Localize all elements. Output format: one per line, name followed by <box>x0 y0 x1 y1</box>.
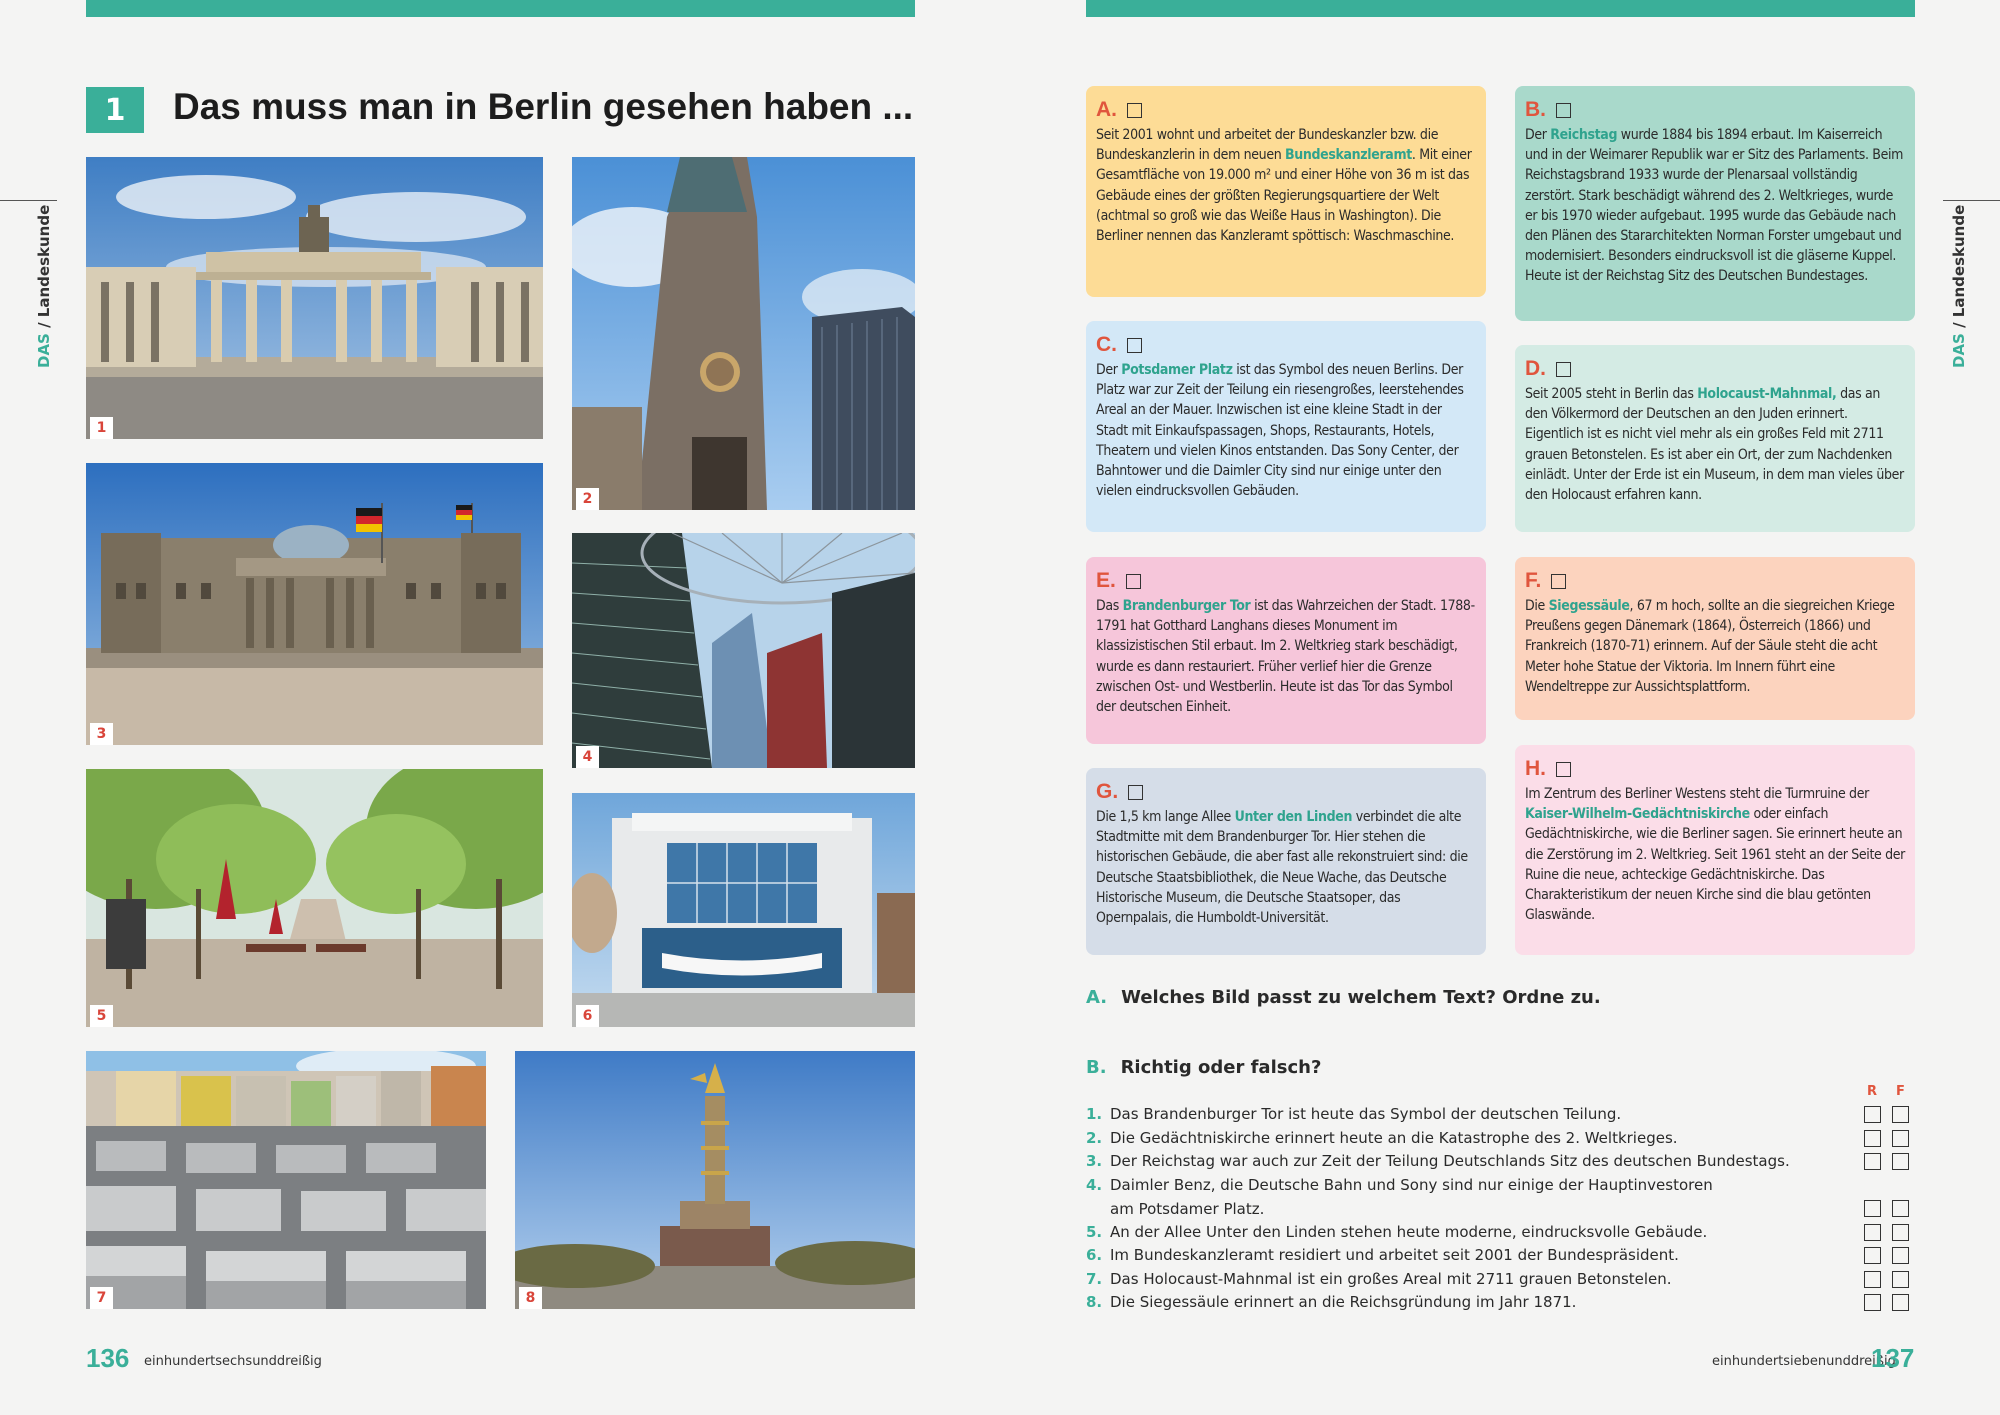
task-text: Richtig oder falsch? <box>1120 1057 1322 1078</box>
highlight-term: Reichstag <box>1550 127 1618 143</box>
column-header-r: R <box>1867 1084 1878 1099</box>
checkbox-f-1[interactable] <box>1892 1106 1909 1123</box>
highlight-term: Potsdamer Platz <box>1121 362 1233 378</box>
card-text: Seit 2005 steht in Berlin das Holocaust-Mahnmal, das an den Völkermord der Deutschen an den Juden erinnert. Eigentlich ist es nicht viel mehr als ein großes Feld mit 2711 grauen Betonstelen. Es ist aber ein Ort, der zum Nachdenken einlädt. Unter der Erde ist ein Museum, in dem man vieles über den Holocaust erfahren kann. <box>1525 386 1904 504</box>
checkbox-r-8[interactable] <box>1864 1294 1881 1311</box>
card-letter: E. <box>1096 569 1116 592</box>
lesson-number: 1 <box>86 87 144 133</box>
task-b <box>1086 1057 1321 1078</box>
answer-checkbox[interactable] <box>1127 103 1142 118</box>
side-label-left: DAS / Landeskunde <box>35 204 53 368</box>
highlight-term: Bundeskanzleramt <box>1285 147 1412 164</box>
column-header-f: F <box>1896 1084 1905 1099</box>
checkbox-r-6[interactable] <box>1864 1247 1881 1264</box>
card-letter: C. <box>1096 333 1117 356</box>
statement-1: 1. Das Brandenburger Tor ist heute das Symbol der deutschen Teilung. <box>1086 1105 1622 1123</box>
text-card-h <box>1515 745 1915 955</box>
text-card-f <box>1515 557 1915 720</box>
card-letter: F. <box>1525 569 1542 592</box>
checkbox-r-3[interactable] <box>1864 1153 1881 1170</box>
task-letter: A. <box>1086 987 1108 1008</box>
photo-gedaechtniskirche <box>572 157 915 510</box>
task-text: Welches Bild passt zu welchem Text? Ordne zu. <box>1121 987 1601 1008</box>
answer-checkbox[interactable] <box>1551 574 1566 589</box>
checkbox-r-5[interactable] <box>1864 1224 1881 1241</box>
card-text: Das Brandenburger Tor ist das Wahrzeichen der Stadt. 1788-1791 hat Gotthard Langhans dieses Monument im klassizistischen Stil erbaut. Im 2. Weltkrieg stark beschädigt, wurde es dann restauriert. Früher verlief hier die Grenze zwischen Ost- und Westberlin. Heute ist das Tor das Symbol der deutschen Einheit. <box>1096 598 1475 716</box>
answer-checkbox[interactable] <box>1126 574 1141 589</box>
answer-checkbox[interactable] <box>1127 338 1142 353</box>
photo-number: 4 <box>576 746 599 768</box>
checkbox-f-6[interactable] <box>1892 1247 1909 1264</box>
statement-7: 7. Das Holocaust-Mahnmal ist ein großes Areal mit 2711 grauen Betonstelen. <box>1086 1270 1672 1288</box>
photo-brandenburger-tor <box>86 157 543 439</box>
photo-sony-center <box>572 533 915 768</box>
highlight-term: Holocaust-Mahnmal, <box>1697 386 1837 402</box>
card-text: Die 1,5 km lange Allee Unter den Linden verbindet die alte Stadtmitte mit dem Brandenburger Tor. Hier stehen die historischen Gebäude, die aber fast alle rekonstruiert sind: die Deutsche Staatsbibliothek, die Neue Wache, das Deutsche Historische Museum, die Deutsche Staatsoper, das Opernpalais, die Humboldt-Universität. <box>1096 809 1468 927</box>
photo-holocaust-mahnmal <box>86 1051 486 1309</box>
checkbox-f-7[interactable] <box>1892 1271 1909 1288</box>
text-card-b <box>1515 86 1915 321</box>
card-letter: A. <box>1096 98 1117 121</box>
text-card-g <box>1086 768 1486 955</box>
statement-2: 2. Die Gedächtniskirche erinnert heute an die Katastrophe des 2. Weltkrieges. <box>1086 1129 1678 1147</box>
photo-number: 6 <box>576 1005 599 1027</box>
top-bar-right <box>1086 0 1915 17</box>
card-text: Im Zentrum des Berliner Westens steht die Turmruine der Kaiser-Wilhelm-Gedächtniskirche oder einfach Gedächtniskirche, wie die Berliner sagen. Sie erinnert heute an die Zerstörung im 2. Weltkrieg. Seit 1961 steht an der Seite der Ruine die neue, achteckige Gedächtniskirche. Das Charakteristikum der neuen Kirche sind die blau getönten Glaswände. <box>1525 786 1905 924</box>
photo-unter-den-linden <box>86 769 543 1027</box>
photo-number: 2 <box>576 488 599 510</box>
photo-number: 8 <box>519 1287 542 1309</box>
highlight-term: Kaiser-Wilhelm-Gedächtniskirche <box>1525 806 1750 823</box>
text-card-a <box>1086 86 1486 297</box>
card-letter: G. <box>1096 780 1119 803</box>
page-word-right: einhundertsiebenunddreißig <box>1712 1354 1896 1369</box>
checkbox-r-1[interactable] <box>1864 1106 1881 1123</box>
checkbox-f-4[interactable] <box>1892 1200 1909 1217</box>
checkbox-f-3[interactable] <box>1892 1153 1909 1170</box>
lesson-title: Das muss man in Berlin gesehen haben ... <box>173 86 914 127</box>
page-number-left: 136 <box>86 1343 130 1373</box>
page-word-left: einhundertsechsunddreißig <box>144 1354 322 1369</box>
side-label-right: DAS / Landeskunde <box>1950 204 1968 368</box>
answer-checkbox[interactable] <box>1128 785 1143 800</box>
card-letter: B. <box>1525 98 1546 121</box>
statement-5: 5. An der Allee Unter den Linden stehen heute moderne, eindrucksvolle Gebäude. <box>1086 1223 1708 1241</box>
card-letter: D. <box>1525 357 1546 380</box>
card-text: Der Reichstag wurde 1884 bis 1894 erbaut. Im Kaiserreich und in der Weimarer Republik war er Sitz des Parlaments. Beim Reichstagsbrand 1933 wurde der Plenarsaal vollständig zerstört. Stark beschädigt während des 2. Weltkrieges, wurde er bis 1970 wieder aufgebaut. 1995 wurde das Gebäude nach den Plänen des Stararchitekten Norman Forster umgebaut und modernisiert. Besonders eindrucksvoll ist die gläserne Kuppel. Heute ist der Reichstag Sitz des Deutschen Bundestages. <box>1525 127 1904 285</box>
text-card-c <box>1086 321 1486 532</box>
highlight-term: Unter den Linden <box>1234 809 1353 825</box>
answer-checkbox[interactable] <box>1556 762 1571 777</box>
side-tab-right <box>1943 200 2000 201</box>
statement-3: 3. Der Reichstag war auch zur Zeit der Teilung Deutschlands Sitz des deutschen Bundestags. <box>1086 1152 1790 1170</box>
photo-number: 7 <box>90 1287 113 1309</box>
text-card-d <box>1515 345 1915 532</box>
checkbox-r-4[interactable] <box>1864 1200 1881 1217</box>
photo-number: 3 <box>90 723 113 745</box>
card-text: Der Potsdamer Platz ist das Symbol des neuen Berlins. Der Platz war zur Zeit der Teilung ein riesengroßes, leerstehendes Areal an der Mauer. Inzwischen ist eine kleine Stadt in der Stadt mit Einkaufspassagen, Shops, Restaurants, Hotels, Theatern und vielen Kinos entstanden. Das Sony Center, der Bahntower und die Daimler City sind nur einige unter den vielen eindrucksvollen Gebäuden. <box>1096 362 1464 500</box>
answer-checkbox[interactable] <box>1556 103 1571 118</box>
checkbox-f-8[interactable] <box>1892 1294 1909 1311</box>
checkbox-f-2[interactable] <box>1892 1130 1909 1147</box>
photo-reichstag <box>86 463 543 745</box>
checkbox-r-7[interactable] <box>1864 1271 1881 1288</box>
text-card-e <box>1086 557 1486 744</box>
statement-8: 8. Die Siegessäule erinnert an die Reichsgründung im Jahr 1871. <box>1086 1293 1577 1311</box>
side-tab-left <box>0 200 57 201</box>
top-bar-left <box>86 0 915 17</box>
photo-number: 1 <box>90 417 113 439</box>
card-text: Die Siegessäule, 67 m hoch, sollte an die siegreichen Kriege Preußens gegen Dänemark (1864), Österreich (1866) und Frankreich (1870-71) erinnern. Auf der Säule steht die acht Meter hohe Statue der Viktoria. Im Innern führt eine Wendeltreppe zur Aussichtsplattform. <box>1525 598 1895 695</box>
statement-6: 6. Im Bundeskanzleramt residiert und arbeitet seit 2001 der Bundespräsident. <box>1086 1246 1679 1264</box>
answer-checkbox[interactable] <box>1556 362 1571 377</box>
task-letter: B. <box>1086 1057 1107 1078</box>
card-letter: H. <box>1525 757 1546 780</box>
checkbox-f-5[interactable] <box>1892 1224 1909 1241</box>
photo-siegessaeule <box>515 1051 915 1309</box>
photo-number: 5 <box>90 1005 113 1027</box>
card-text: Seit 2001 wohnt und arbeitet der Bundeskanzler bzw. die Bundeskanzlerin in dem neuen Bundeskanzleramt. Mit einer Gesamtfläche von 19.000 m² und einer Höhe von 36 m ist das Gebäude eines der größten Regierungsquartiere der Welt (achtmal so groß wie das Weiße Haus in Washington). Die Berliner nennen das Kanzleramt spöttisch: Waschmaschine. <box>1096 127 1472 245</box>
page-number-right: 137 <box>1871 1343 1915 1373</box>
highlight-term: Siegessäule <box>1548 598 1630 614</box>
checkbox-r-2[interactable] <box>1864 1130 1881 1147</box>
task-a <box>1086 987 1601 1008</box>
photo-bundeskanzleramt <box>572 793 915 1027</box>
statement-4: 4. Daimler Benz, die Deutsche Bahn und Sony sind nur einige der Hauptinvestoren am Potsdamer Platz. <box>1086 1176 1713 1218</box>
highlight-term: Brandenburger Tor <box>1122 598 1251 614</box>
